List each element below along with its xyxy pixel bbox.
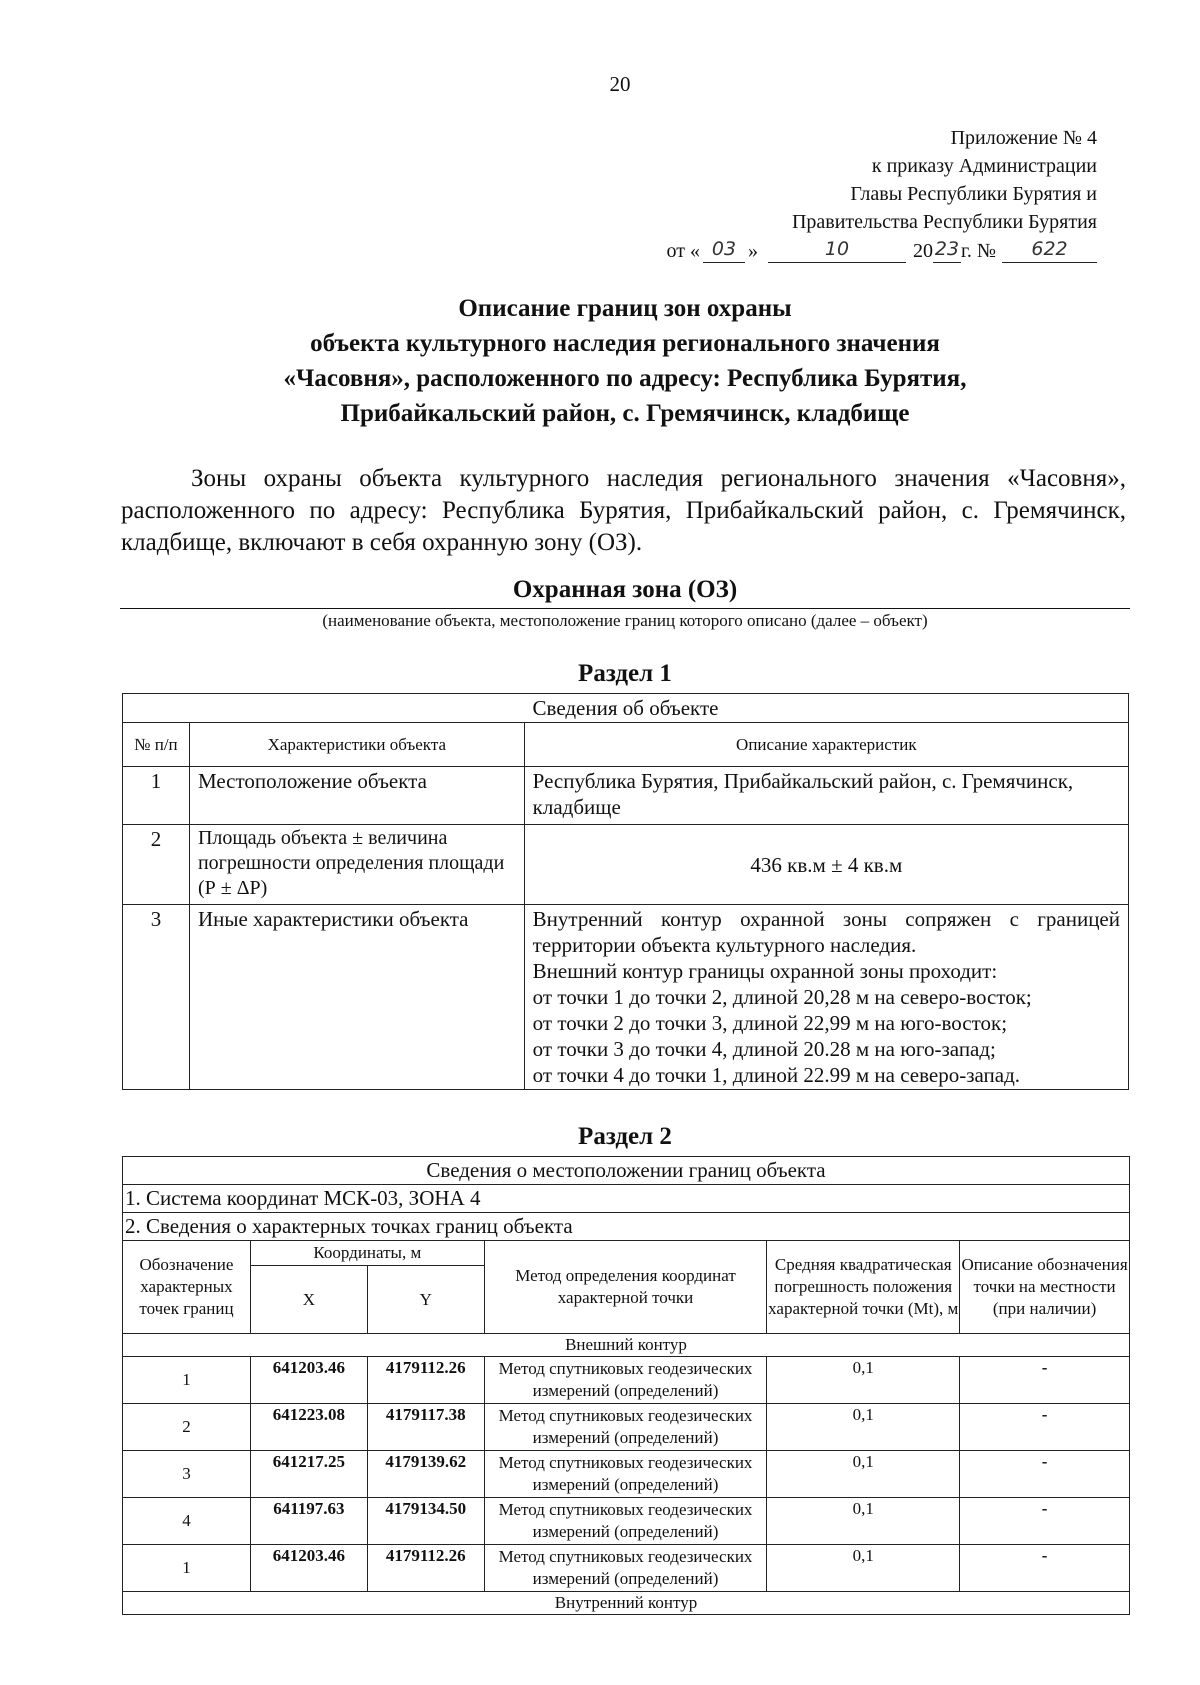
- point-y: 4179112.26: [367, 1357, 484, 1404]
- point-description: -: [960, 1451, 1130, 1498]
- description-line: от точки 1 до точки 2, длиной 20,28 м на северо-восток;: [532, 985, 1032, 1009]
- point-method: Метод спутниковых геодезических измерений (определений): [484, 1545, 767, 1592]
- table-row: [123, 905, 1129, 1090]
- point-x: 641223.08: [250, 1404, 367, 1451]
- outer-contour-label: Внешний контур: [123, 1334, 1130, 1357]
- point-id: 1: [123, 1357, 251, 1404]
- table-caption: Сведения о местоположении границ объекта: [123, 1157, 1130, 1185]
- appendix-block: [792, 124, 1097, 236]
- boundary-points-table: [122, 1156, 1130, 1615]
- point-id: 2: [123, 1404, 251, 1451]
- column-header-designation: Обозначение характерных точек границ: [123, 1241, 251, 1334]
- row-number: 1: [123, 767, 190, 825]
- table-row: [123, 825, 1129, 905]
- point-x: 641203.46: [250, 1545, 367, 1592]
- date-year-prefix: 20: [912, 240, 933, 262]
- description-line: от точки 3 до точки 4, длиной 20.28 м на юго-запад;: [532, 1037, 996, 1061]
- intro-paragraph: Зоны охраны объекта культурного наследия регионального значения «Часовня», расположенного по адресу: Республика Бурятия, Прибайкальский район, с. Гремячинск, кладбище, включают в себя охранную зону (ОЗ).: [121, 465, 1126, 556]
- table-row: [123, 1404, 1130, 1451]
- column-header-error: Средняя квадратическая погрешность положения характерной точки (Mt), м: [767, 1241, 960, 1334]
- point-id: 1: [123, 1545, 251, 1592]
- section-1-heading: Раздел 1: [578, 660, 672, 687]
- column-header-coordinates: Координаты, м: [250, 1241, 484, 1266]
- date-mid: »: [747, 240, 758, 262]
- order-date-line: [666, 238, 1097, 263]
- zone-underline: [120, 608, 1130, 609]
- row-description: 436 кв.м ± 4 кв.м: [524, 825, 1128, 905]
- table-row: [123, 1357, 1130, 1404]
- date-day: 03: [703, 238, 745, 263]
- point-id: 4: [123, 1498, 251, 1545]
- appendix-line: к приказу Администрации: [871, 155, 1097, 177]
- coordinate-system: 1. Система координат МСК-03, ЗОНА 4: [123, 1185, 1130, 1213]
- row-number: 3: [123, 905, 190, 1090]
- point-mt: 0,1: [767, 1357, 960, 1404]
- title-line: объекта культурного наследия регионального значения: [310, 330, 940, 357]
- point-y: 4179112.26: [367, 1545, 484, 1592]
- date-prefix: от «: [666, 240, 700, 262]
- date-year: 23: [933, 238, 961, 263]
- zone-caption: (наименование объекта, местоположение границ которого описано (далее – объект): [322, 611, 928, 630]
- point-y: 4179139.62: [367, 1451, 484, 1498]
- row-description: Республика Бурятия, Прибайкальский район, с. Гремячинск, кладбище: [524, 767, 1128, 825]
- point-method: Метод спутниковых геодезических измерений (определений): [484, 1451, 767, 1498]
- table-row: [123, 1498, 1130, 1545]
- title-line: «Часовня», расположенного по адресу: Республика Бурятия,: [283, 365, 967, 392]
- point-mt: 0,1: [767, 1404, 960, 1451]
- row-characteristic: Местоположение объекта: [189, 767, 524, 825]
- appendix-line: Правительства Республики Бурятия: [791, 211, 1097, 233]
- points-caption: 2. Сведения о характерных точках границ объекта: [123, 1213, 1130, 1241]
- description-line: Внешний контур границы охранной зоны проходит:: [532, 959, 998, 983]
- table-caption: Сведения об объекте: [123, 694, 1129, 723]
- column-header-point-description: Описание обозначения точки на местности (при наличии): [960, 1241, 1130, 1334]
- point-description: -: [960, 1404, 1130, 1451]
- row-characteristic: Площадь объекта ± величина погрешности определения площади (Р ± ΔР): [189, 825, 524, 905]
- point-id: 3: [123, 1451, 251, 1498]
- title-line: Описание границ зон охраны: [458, 295, 792, 322]
- zone-title: Охранная зона (ОЗ): [512, 576, 738, 603]
- table-row: [123, 1545, 1130, 1592]
- order-number: 622: [1002, 238, 1097, 263]
- column-header-num: № п/п: [123, 723, 190, 767]
- column-header-characteristic: Характеристики объекта: [189, 723, 524, 767]
- appendix-line: Приложение № 4: [950, 127, 1097, 149]
- title-line: Прибайкальский район, с. Гремячинск, кладбище: [340, 400, 910, 427]
- row-characteristic: Иные характеристики объекта: [189, 905, 524, 1090]
- point-x: 641203.46: [250, 1357, 367, 1404]
- table-row: [123, 767, 1129, 825]
- date-suffix: г. №: [960, 240, 996, 262]
- point-method: Метод спутниковых геодезических измерений (определений): [484, 1404, 767, 1451]
- table-row: [123, 1451, 1130, 1498]
- point-x: 641217.25: [250, 1451, 367, 1498]
- point-description: -: [960, 1498, 1130, 1545]
- document-title: [110, 291, 1140, 431]
- description-line: от точки 2 до точки 3, длиной 22,99 м на юго-восток;: [532, 1011, 1008, 1035]
- object-info-table: [122, 693, 1129, 1090]
- point-x: 641197.63: [250, 1498, 367, 1545]
- appendix-line: Главы Республики Бурятия и: [850, 183, 1097, 205]
- point-mt: 0,1: [767, 1451, 960, 1498]
- inner-contour-label: Внутренний контур: [123, 1592, 1130, 1615]
- point-method: Метод спутниковых геодезических измерений (определений): [484, 1498, 767, 1545]
- description-line: от точки 4 до точки 1, длиной 22.99 м на северо-запад.: [532, 1063, 1021, 1087]
- description-line: Внутренний контур охранной зоны сопряжен с границей территории объекта культурного наследия.: [532, 907, 1120, 957]
- point-method: Метод спутниковых геодезических измерений (определений): [484, 1357, 767, 1404]
- point-mt: 0,1: [767, 1498, 960, 1545]
- row-description: [524, 905, 1128, 1090]
- column-header-x: X: [250, 1266, 367, 1334]
- point-description: -: [960, 1545, 1130, 1592]
- column-header-description: Описание характеристик: [524, 723, 1128, 767]
- page-number: 20: [609, 72, 631, 96]
- column-header-method: Метод определения координат характерной точки: [484, 1241, 767, 1334]
- point-mt: 0,1: [767, 1545, 960, 1592]
- point-y: 4179117.38: [367, 1404, 484, 1451]
- section-2-heading: Раздел 2: [578, 1123, 672, 1150]
- point-description: -: [960, 1357, 1130, 1404]
- column-header-y: Y: [367, 1266, 484, 1334]
- row-number: 2: [123, 825, 190, 905]
- date-month: 10: [768, 238, 906, 263]
- point-y: 4179134.50: [367, 1498, 484, 1545]
